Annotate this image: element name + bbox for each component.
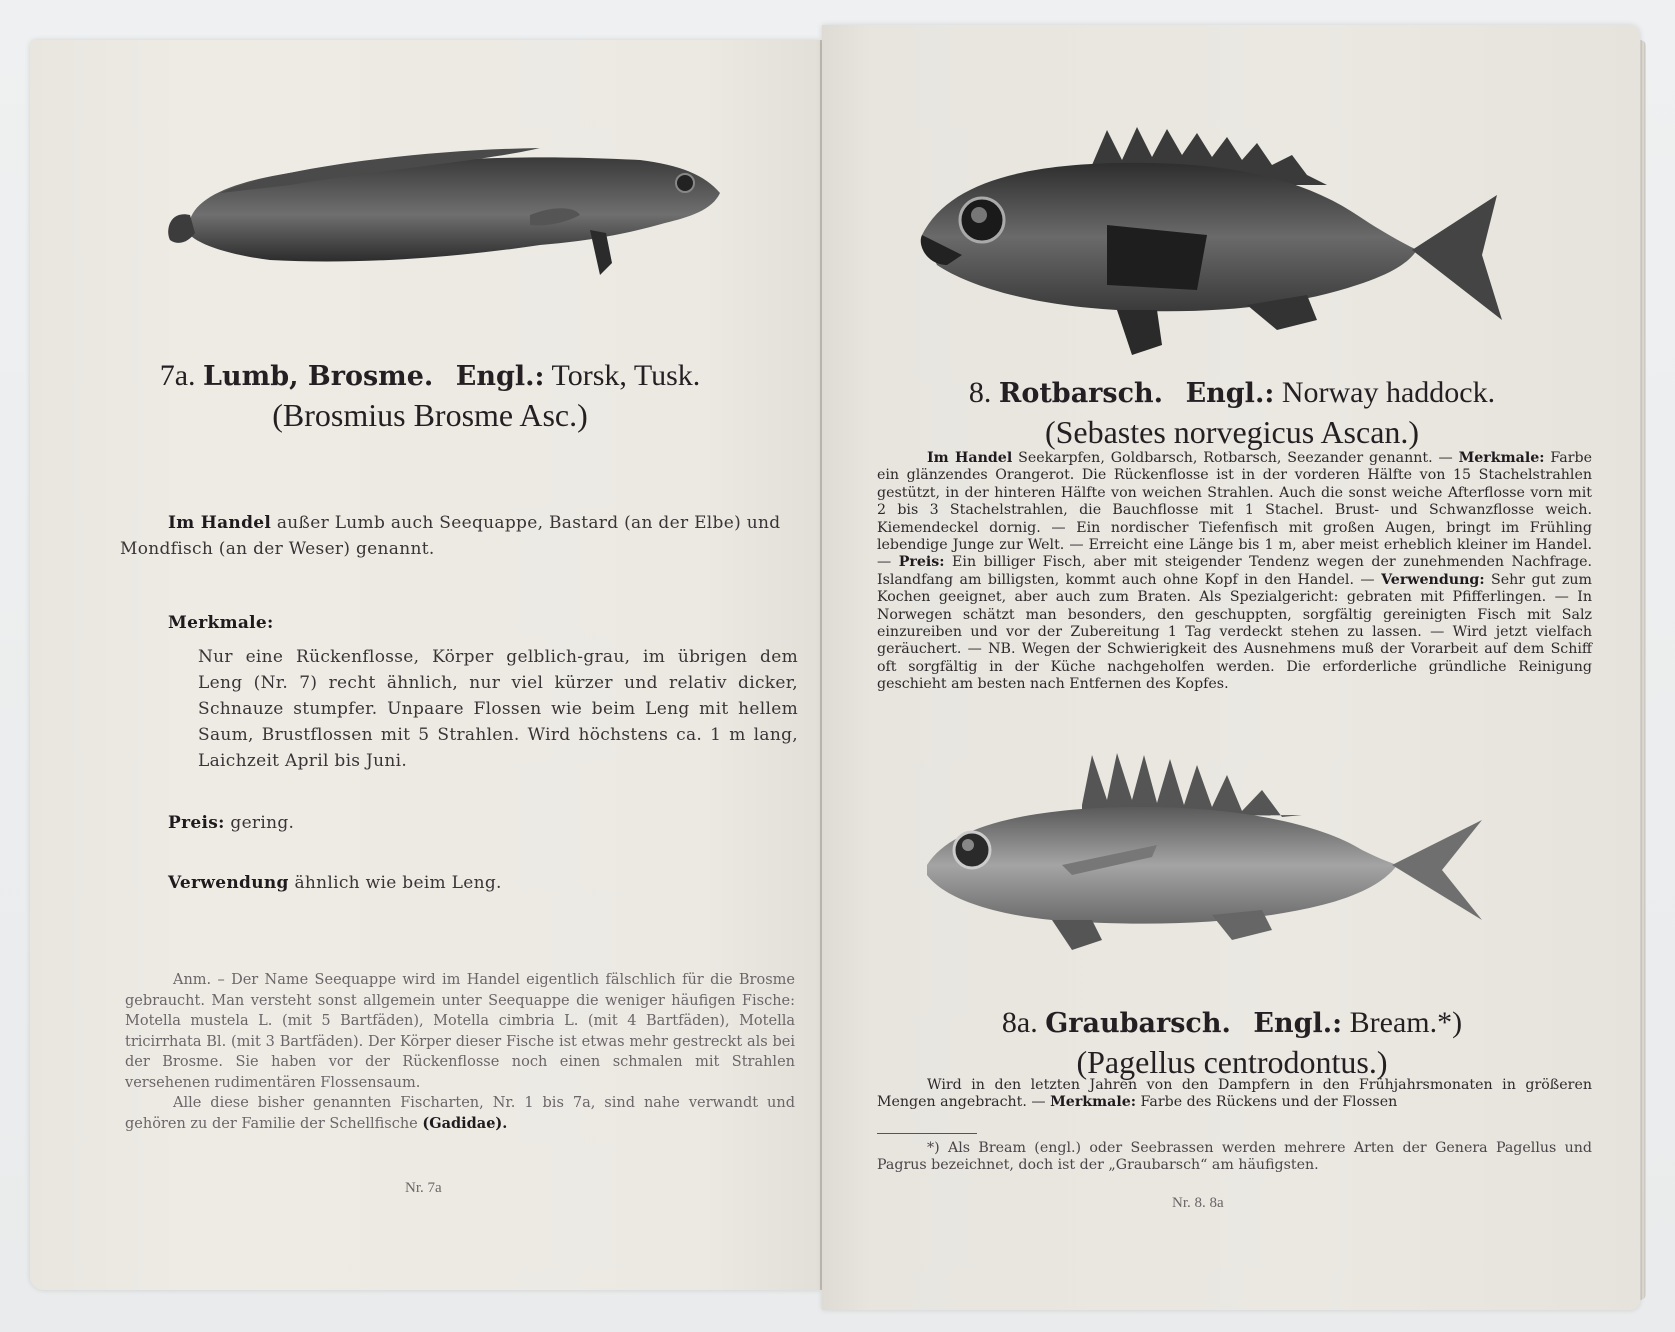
im-handel-paragraph [120, 510, 800, 562]
entry-8-description [877, 450, 1592, 694]
left-page [30, 40, 820, 1290]
preis-line [168, 810, 798, 836]
preis-text: gering. [230, 813, 295, 833]
merkmale-text: Farbe des Rückens und der Flossen [1140, 1094, 1398, 1111]
anm-paragraph-2: Alle diese bisher genannten Fischarten, Nr. 1 bis 7a, sind nahe verwandt und gehören zu der Familie der Schellfische [125, 1095, 795, 1132]
footnote [877, 1140, 1592, 1175]
verwendung-text: ähnlich wie beim Leng. [294, 873, 502, 893]
english-name: Norway haddock. [1281, 376, 1496, 409]
verwendung-label: Verwendung [168, 873, 289, 893]
verwendung-text: Sehr gut zum Kochen geeignet, aber auch zum Braten. Als Spezialgericht: gebraten mit Pfifferlingen. — In Norwegen schätzt man besonders, den geschuppten, sorgfältig gereinigten Fisch mit Salz einzureiben und vor der Zubereitung 1 Tag verdeckt stehen zu lassen. — Wird jetzt vielfach geräuchert. — NB. Wegen der Schwierigkeit des Ausnehmens muß der Vorarbeit auf dem Schiff oft sorgfältig in der Küche nachgeholfen werden. Die erforderliche gründliche Reinigung geschieht am besten nach Entfernen des Kopfes. [877, 571, 1592, 693]
im-handel-label: Im Handel [927, 450, 1013, 466]
merkmale-label: Merkmale: [168, 613, 274, 633]
engl-label: Engl.: [1253, 1008, 1343, 1039]
engl-label: Engl.: [1185, 378, 1275, 409]
latin-name: (Brosmius Brosme Asc.) [272, 397, 588, 433]
merkmale-text: Nur eine Rückenflosse, Körper gelblich-grau, im übrigen dem Leng (Nr. 7) recht ähnlich, nur viel kürzer und relativ dicker, Schnauze stumpfer. Unpaare Flossen wie beim Leng mit hellem Saum, Brustflossen mit 5 Strahlen. Wird höchstens ca. 1 m lang, Laichzeit April bis Juni. [198, 647, 798, 771]
im-handel-text: außer Lumb auch Seequappe, Bastard (an der Elbe) und Mondfisch (an der Weser) genannt. [120, 513, 781, 559]
english-name: Torsk, Tusk. [551, 359, 701, 392]
page-number-left: Nr. 7a [405, 1180, 442, 1196]
latin-name: (Sebastes norvegicus Ascan.) [1044, 414, 1420, 450]
intro-text: Wird in den letzten Jahren von den Dampfern in den Frühjahrsmonaten in größeren Mengen angebracht. — [877, 1077, 1592, 1111]
entry-8a-heading [882, 1005, 1582, 1082]
merkmale-label: Merkmale: [1050, 1094, 1136, 1111]
entry-8-heading [882, 375, 1582, 452]
fish-image-graubarsch [922, 745, 1492, 985]
footnote-rule [877, 1133, 977, 1134]
right-page [822, 25, 1640, 1310]
german-name: Rotbarsch. [998, 378, 1164, 409]
page-number-right: Nr. 8. 8a [1172, 1195, 1224, 1211]
anm-family-name: (Gadidae). [422, 1114, 508, 1132]
engl-label: Engl.: [455, 361, 545, 392]
merkmale-label: Merkmale: [1458, 450, 1545, 466]
seabream-illustration [922, 745, 1492, 985]
tusk-fish-illustration [160, 115, 760, 290]
verwendung-line [168, 870, 798, 896]
anmerkung-note [125, 970, 795, 1134]
entry-number: 7a. [159, 359, 196, 392]
entry-number: 8a. [1001, 1006, 1038, 1039]
entry-7a-heading [100, 358, 760, 435]
latin-name: (Pagellus centrodontus.) [1076, 1044, 1388, 1080]
fish-image-rotbarsch [917, 115, 1507, 385]
anm-paragraph-1: Anm. – Der Name Seequappe wird im Handel eigentlich fälschlich für die Brosme gebraucht. Man versteht sonst allgemein unter Seequappe die weniger häufigen Fische: Motella mustela L. (mit 5 Bartfäden), Motella cimbria L. (mit 4 Bartfäden), Motella tricirrhata Bl. (mit 3 Bartfäden). Der Körper dieser Fische ist etwas mehr gestreckt als bei der Brosme. Sie haben vor der Rückenflosse noch einen schmalen mit Strahlen versehenen rudimentären Flossensaum. [125, 972, 795, 1091]
merkmale-section [168, 610, 798, 774]
preis-label: Preis: [168, 813, 225, 833]
entry-8a-description [877, 1077, 1592, 1112]
entry-number: 8. [968, 376, 992, 409]
preis-text: Ein billiger Fisch, aber mit steigender Tendenz wegen der zunehmenden Nachfrage. Islandfang am billigsten, kommt auch ohne Kopf in den Handel. — [877, 554, 1592, 588]
german-name: Lumb, Brosme. [203, 361, 434, 392]
redfish-illustration [917, 115, 1507, 385]
english-name: Bream.*) [1349, 1006, 1463, 1039]
german-name: Graubarsch. [1045, 1008, 1231, 1039]
footnote-text: *) Als Bream (engl.) oder Seebrassen werden mehrere Arten der Genera Pagellus und Pagrus bezeichnet, doch ist der „Graubarsch“ am häufigsten. [877, 1140, 1592, 1174]
verwendung-label: Verwendung: [1381, 571, 1485, 588]
fish-image-tusk [160, 115, 760, 290]
preis-label: Preis: [898, 554, 945, 571]
im-handel-label: Im Handel [168, 513, 272, 533]
im-handel-text: Seekarpfen, Goldbarsch, Rotbarsch, Seezander genannt. — [1018, 450, 1453, 466]
merkmale-text: Farbe ein glänzendes Orangerot. Die Rückenflosse ist in der vorderen Hälfte von 15 Stachelstrahlen gestützt, in der hinteren Hälfte von weichen Strahlen. Auch die sonst weiche Afterflosse vorn mit 2 bis 3 Stachelstrahlen, die Bauchflosse mit 1 Stachel. Brust- und Schwanzflosse weich. Kiemendeckel dornig. — Ein nordischer Tiefenfisch mit großen Augen, bringt im Frühling lebendige Junge zur Welt. — Erreicht eine Länge bis 1 m, aber meist erheblich kleiner im Handel. — [877, 450, 1592, 571]
